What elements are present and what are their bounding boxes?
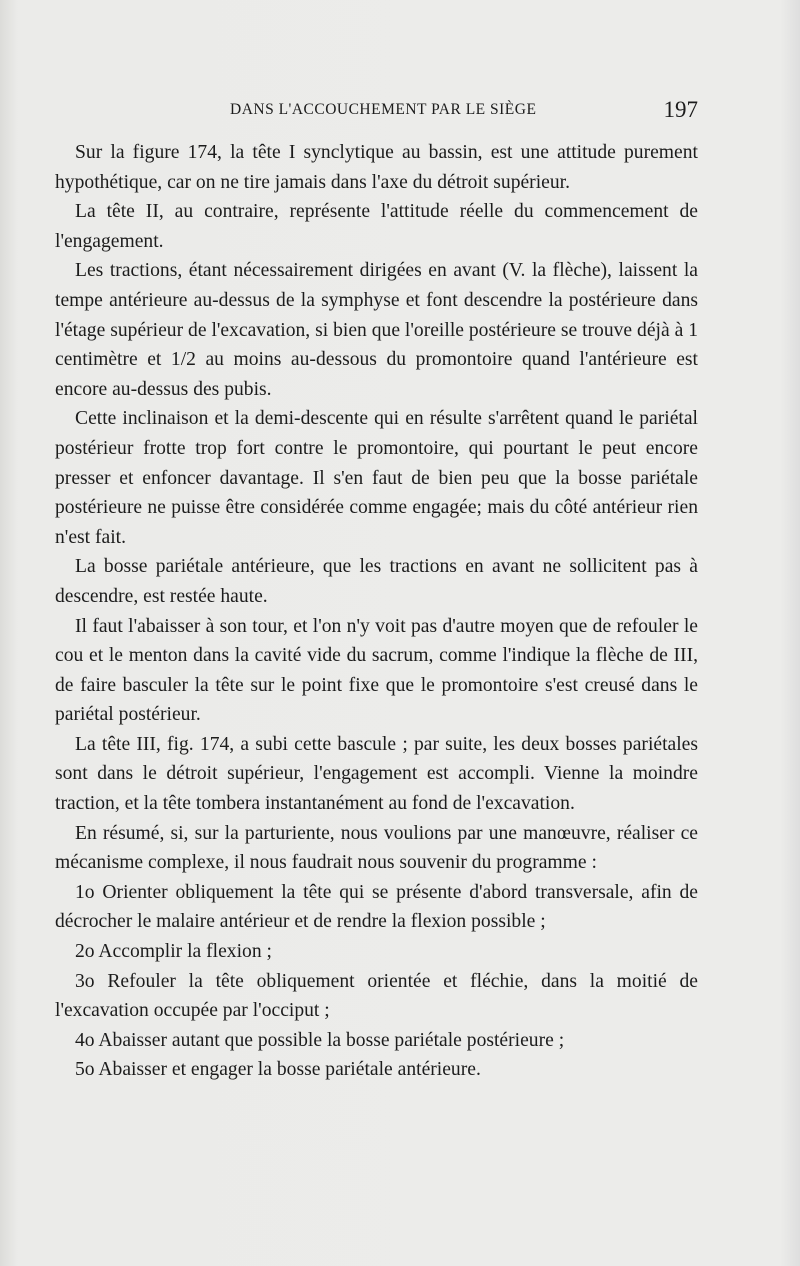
body-text: [55, 138, 698, 1085]
paragraph: Les tractions, étant nécessairement dirigées en avant (V. la flèche), laissent la tempe antérieure au-dessus de la symphyse et font descendre la postérieure dans l'étage supérieur de l'excavation, si bien que l'oreille postérieure se trouve déjà à 1 centimètre et 1/2 au moins au-dessous du promontoire quand l'antérieure est encore au-dessus des pubis.: [55, 260, 698, 400]
paragraph: La tête III, fig. 174, a subi cette bascule ; par suite, les deux bosses pariétales sont dans le détroit supérieur, l'engagement est accompli. Vienne la moindre traction, et la tête tombera instantanément au fond de l'excavation.: [55, 733, 698, 815]
list-item: 4o Abaisser autant que possible la bosse pariétale postérieure ;: [75, 1029, 565, 1051]
paragraph: Sur la figure 174, la tête I synclytique au bassin, est une attitude purement hypothétique, car on ne tire jamais dans l'axe du détroit supérieur.: [55, 142, 698, 193]
paragraph: Cette inclinaison et la demi-descente qui en résulte s'arrêtent quand le pariétal postérieur frotte trop fort contre le promontoire, qui pourtant le peut encore presser et enfoncer davantage. Il s'en faut de bien peu que la bosse pariétale postérieure ne puisse être considérée comme engagée; mais du côté antérieur rien n'est fait.: [55, 408, 698, 548]
list-item: 5o Abaisser et engager la bosse pariétale antérieure.: [75, 1059, 481, 1081]
paragraph: La bosse pariétale antérieure, que les tractions en avant ne sollicitent pas à descendre, est restée haute.: [55, 556, 698, 607]
paragraph: En résumé, si, sur la parturiente, nous voulions par une manœuvre, réaliser ce mécanisme complexe, il nous faudrait nous souvenir du programme :: [55, 822, 698, 874]
list-item: 1o Orienter obliquement la tête qui se présente d'abord transversale, afin de décrocher le malaire antérieur et de rendre la flexion possible ;: [55, 881, 698, 933]
paragraph: La tête II, au contraire, représente l'attitude réelle du commencement de l'engagement.: [55, 201, 698, 252]
paragraph: Il faut l'abaisser à son tour, et l'on n'y voit pas d'autre moyen que de refouler le cou et le menton dans la cavité vide du sacrum, comme l'indique la flèche de III, de faire basculer la tête sur le point fixe que le promontoire s'est creusé dans le pariétal postérieur.: [55, 615, 698, 726]
list-item: 2o Accomplir la flexion ;: [75, 941, 272, 963]
running-head: DANS L'ACCOUCHEMENT PAR LE SIÈGE: [230, 101, 537, 118]
page-header: [230, 99, 700, 129]
page-number: 197: [663, 97, 698, 122]
list-item: 3o Refouler la tête obliquement orientée et fléchie, dans la moitié de l'excavation occupée par l'occiput ;: [55, 970, 698, 1022]
